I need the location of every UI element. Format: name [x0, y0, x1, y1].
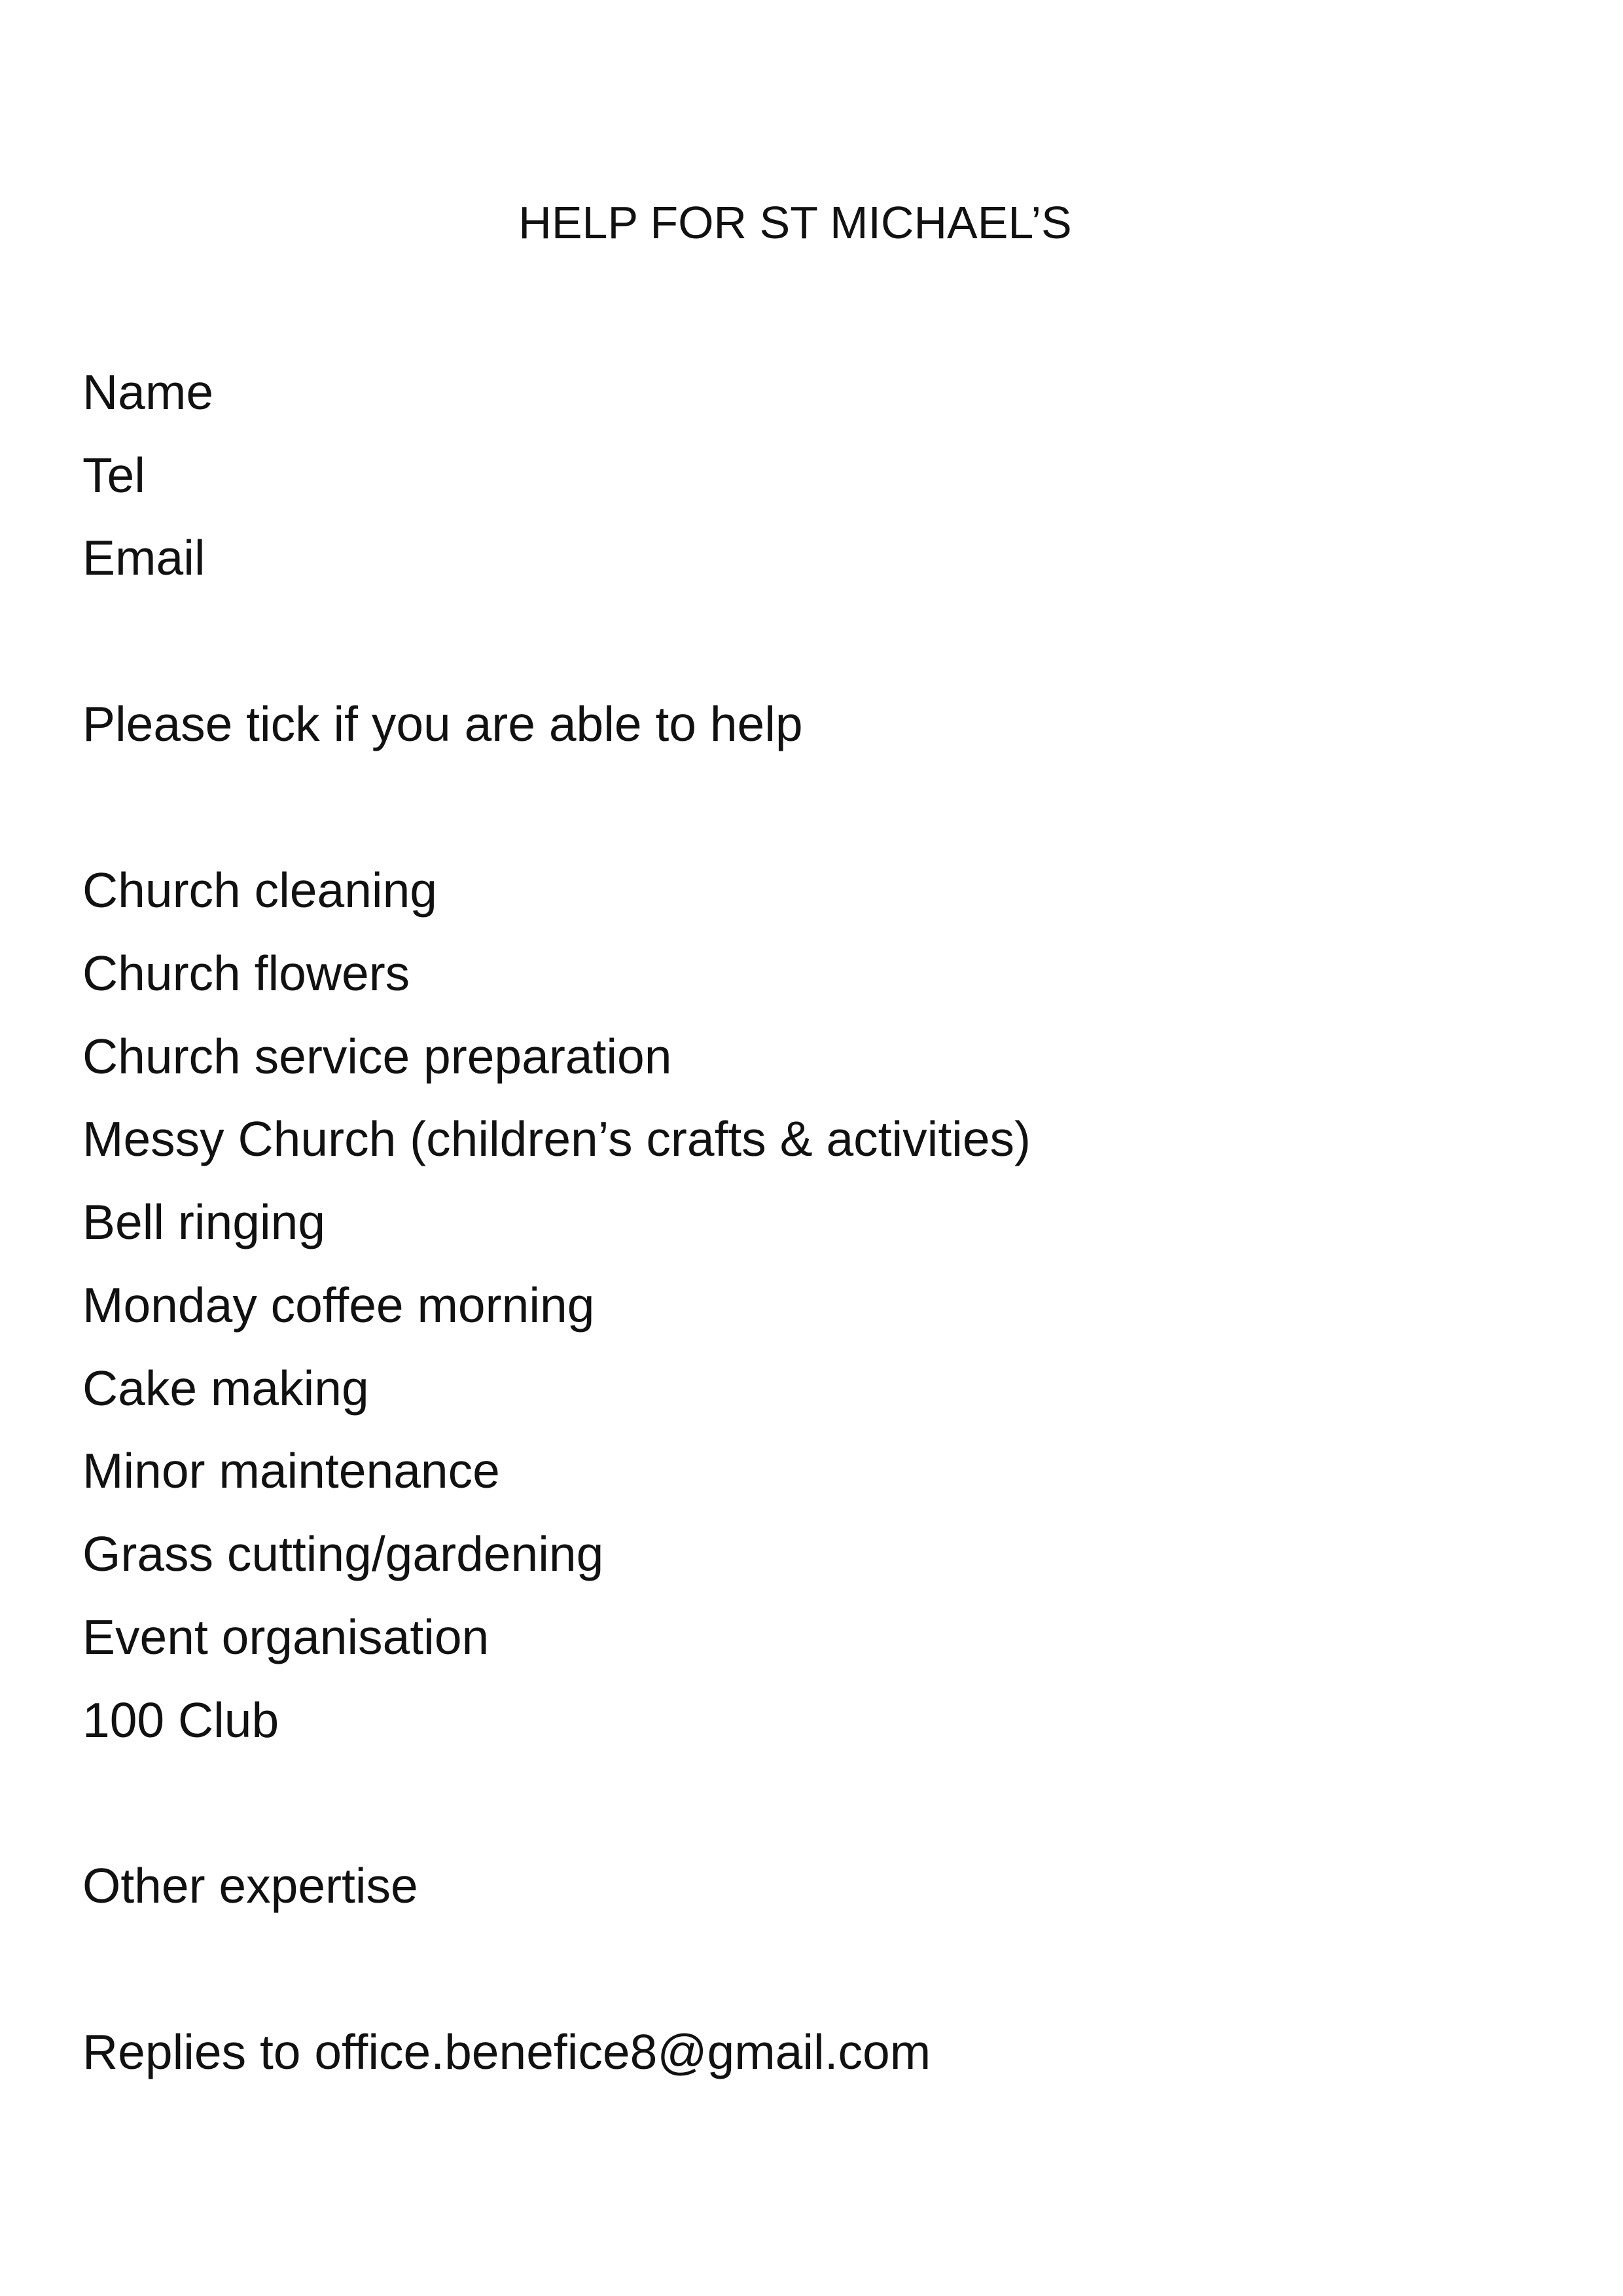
- tel-field-label: Tel: [82, 448, 145, 503]
- help-option-item: Messy Church (children’s crafts & activities): [82, 1111, 1031, 1166]
- other-expertise-label: Other expertise: [82, 1858, 418, 1913]
- help-option-item: Minor maintenance: [82, 1443, 500, 1498]
- help-option-item: Bell ringing: [82, 1194, 326, 1249]
- help-option-item: 100 Club: [82, 1693, 279, 1748]
- help-option-item: Grass cutting/gardening: [82, 1526, 604, 1581]
- help-option-item: Church service preparation: [82, 1029, 672, 1084]
- help-option-item: Church cleaning: [82, 863, 437, 918]
- email-field-label: Email: [82, 530, 205, 585]
- help-option-item: Church flowers: [82, 946, 410, 1001]
- name-field-label: Name: [82, 365, 214, 420]
- replies-contact-line: Replies to office.benefice8@gmail.com: [82, 2024, 931, 2079]
- help-option-item: Event organisation: [82, 1609, 490, 1664]
- page-title: HELP FOR ST MICHAEL’S: [518, 197, 1072, 248]
- tick-instruction: Please tick if you are able to help: [82, 696, 803, 751]
- help-option-item: Cake making: [82, 1361, 369, 1416]
- help-option-item: Monday coffee morning: [82, 1278, 595, 1333]
